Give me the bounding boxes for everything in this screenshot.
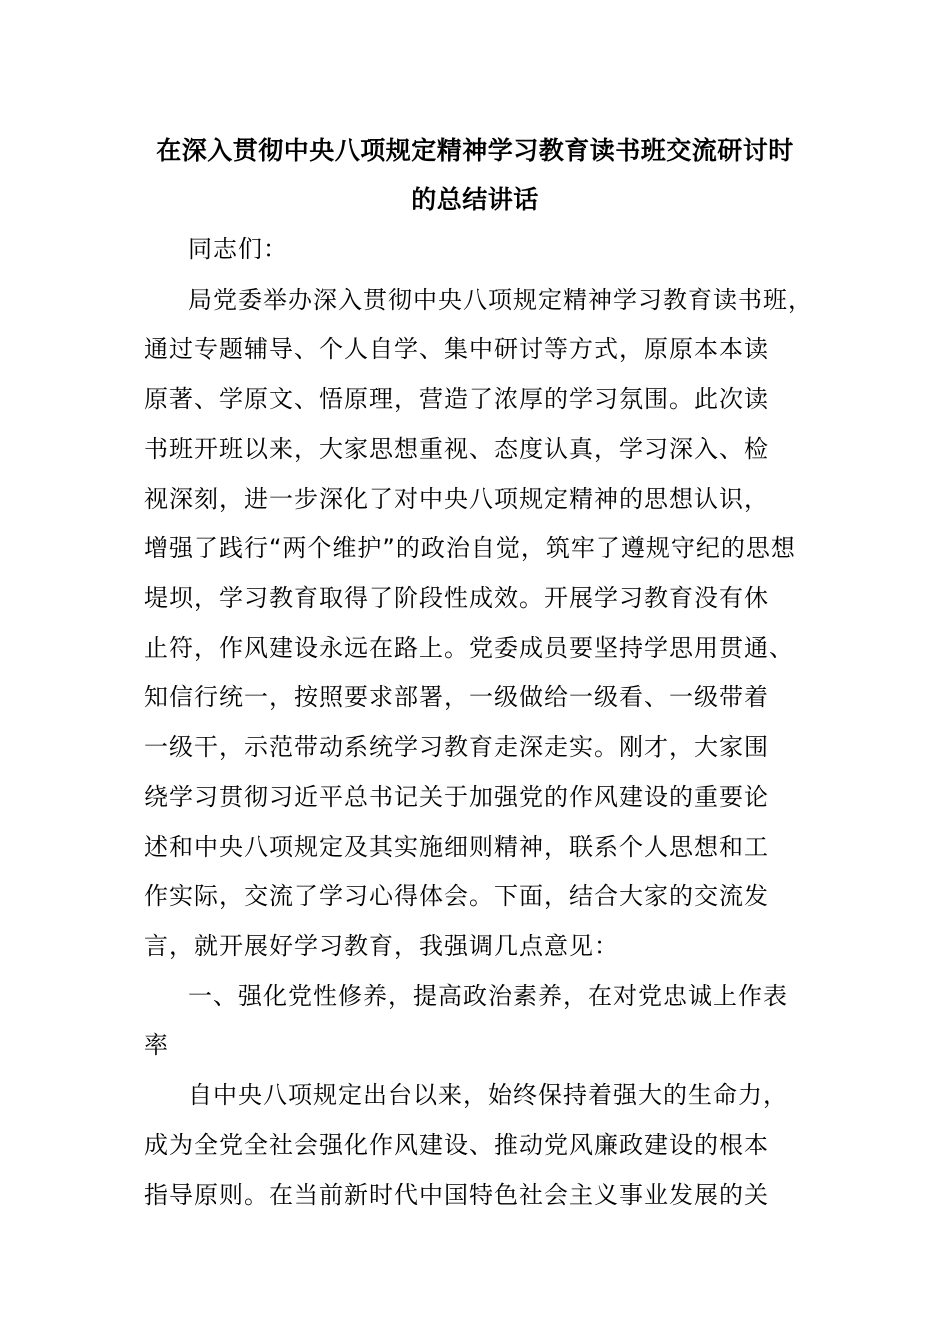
- body-line: 堤坝，学习教育取得了阶段性成效。开展学习教育没有休: [144, 584, 769, 612]
- body-line: 止符，作风建设永远在路上。党委成员要坚持学思用贯通、: [144, 634, 794, 662]
- body-line: 局党委举办深入贯彻中央八项规定精神学习教育读书班，: [188, 286, 813, 314]
- body-line: 视深刻，进一步深化了对中央八项规定精神的思想认识，: [144, 485, 769, 513]
- body-line: 知信行统一，按照要求部署，一级做给一级看、一级带着: [144, 683, 769, 711]
- body-line: 作实际，交流了学习心得体会。下面，结合大家的交流发: [144, 882, 769, 910]
- body-line: 增强了践行“两个维护”的政治自觉，筑牢了遵规守纪的思想: [144, 534, 796, 562]
- body-line: 通过专题辅导、个人自学、集中研讨等方式，原原本本读: [144, 335, 769, 363]
- document-title-line-2: 的总结讲话: [411, 185, 539, 214]
- body-line: 言，就开展好学习教育，我强调几点意见：: [144, 932, 619, 960]
- body-line: 绕学习贯彻习近平总书记关于加强党的作风建设的重要论: [144, 783, 769, 811]
- body-line: 原著、学原文、悟原理，营造了浓厚的学习氛围。此次读: [144, 385, 769, 413]
- body-line: 指导原则。在当前新时代中国特色社会主义事业发展的关: [144, 1181, 769, 1209]
- body-line: 成为全党全社会强化作风建设、推动党风廉政建设的根本: [144, 1131, 769, 1159]
- section-heading-line: 率: [144, 1031, 169, 1059]
- section-heading-line: 一、强化党性修养，提高政治素养，在对党忠诚上作表: [188, 982, 788, 1010]
- salutation: 同志们：: [188, 235, 288, 263]
- body-line: 一级干，示范带动系统学习教育走深走实。刚才，大家围: [144, 733, 769, 761]
- body-line: 自中央八项规定出台以来，始终保持着强大的生命力，: [188, 1081, 788, 1109]
- body-line: 书班开班以来，大家思想重视、态度认真，学习深入、检: [144, 435, 769, 463]
- document-title-line-1: 在深入贯彻中央八项规定精神学习教育读书班交流研讨时: [156, 136, 794, 165]
- body-line: 述和中央八项规定及其实施细则精神，联系个人思想和工: [144, 833, 769, 861]
